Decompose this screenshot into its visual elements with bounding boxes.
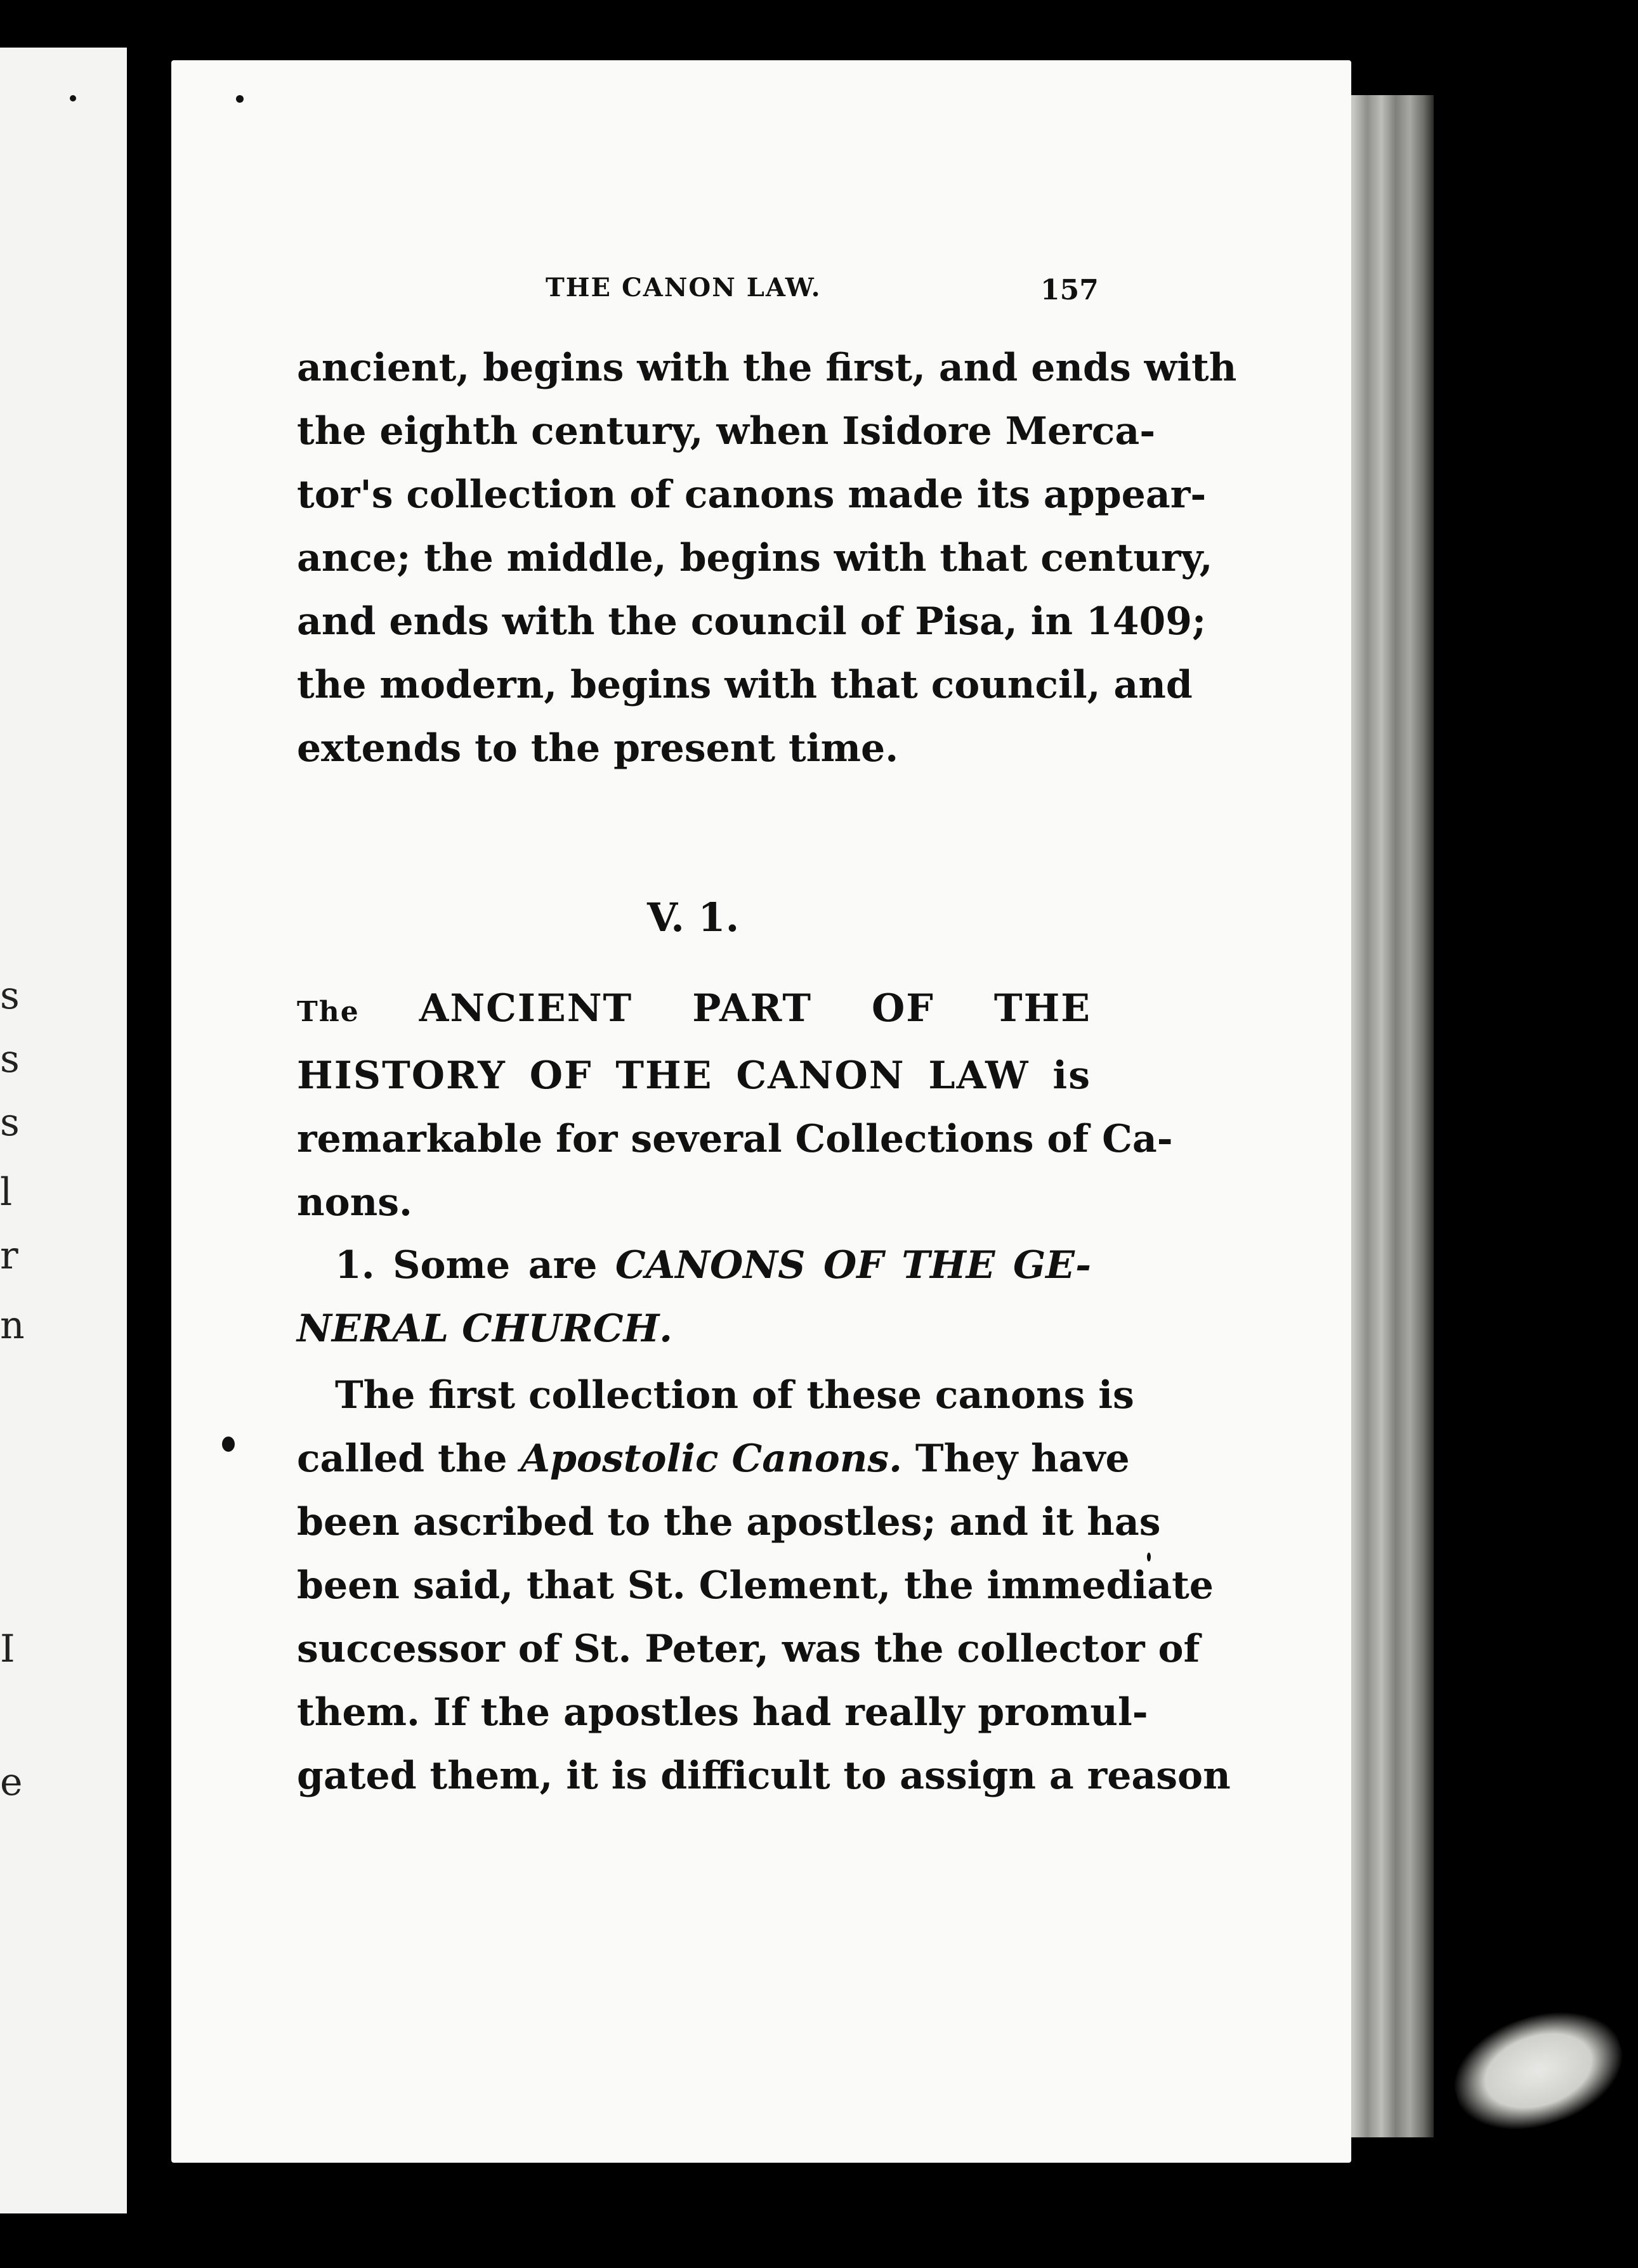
- text-line: NERAL CHURCH.: [297, 1307, 673, 1351]
- text-line: the modern, begins with that council, and: [297, 663, 1193, 707]
- margin-fragment: r: [0, 1234, 18, 1278]
- plain-text: 1. Some are: [335, 1243, 615, 1287]
- text-line: [297, 1044, 1091, 1107]
- running-head: THE CANON LAW.: [546, 273, 822, 303]
- section-intro-paragraph: [297, 977, 1173, 1234]
- text-line: nons.: [297, 1180, 412, 1225]
- text-line: been said, that St. Clement, the immediate: [297, 1563, 1214, 1608]
- plain-text: They have: [902, 1437, 1130, 1481]
- text-line: ance; the middle, begins with that century,: [297, 536, 1213, 580]
- text-line: the eighth century, when Isidore Merca-: [297, 409, 1156, 453]
- italic-text: Apostolic Canons.: [520, 1437, 903, 1481]
- text-line: extends to the present time.: [297, 726, 899, 771]
- page-edges: [1339, 95, 1434, 2137]
- caps-text: HISTORY OF THE CANON LAW: [297, 1053, 1030, 1098]
- small-caps-word: The: [297, 996, 360, 1028]
- margin-fragment: e: [0, 1760, 23, 1804]
- text-line: gated them, it is difficult to assign a reason: [297, 1754, 1231, 1798]
- page-stain: [1440, 1993, 1636, 2148]
- text-line: been ascribed to the apostles; and it has: [297, 1500, 1161, 1544]
- text-line: The first collection of these canons is: [335, 1373, 1134, 1418]
- plain-text: called the: [297, 1437, 521, 1481]
- plain-text: is: [1029, 1053, 1091, 1098]
- page-number: 157: [1040, 274, 1099, 306]
- margin-fragment: s: [0, 974, 20, 1018]
- italic-text: CANONS OF THE GE-: [615, 1243, 1091, 1287]
- margin-fragment: I: [0, 1627, 15, 1671]
- book-gutter: [127, 0, 171, 2268]
- text-line: [297, 977, 1091, 1044]
- paragraph-apostolic-canons: [297, 1364, 1231, 1808]
- text-line: them. If the apostles had really promul-: [297, 1690, 1148, 1735]
- text-line: [297, 1427, 1130, 1490]
- ink-speck: [1147, 1553, 1151, 1561]
- text-line: remarkable for several Collections of Ca-: [297, 1117, 1173, 1161]
- section-heading: V. 1.: [647, 894, 740, 941]
- margin-fragment: s: [0, 1037, 20, 1081]
- margin-fragment: s: [0, 1100, 20, 1145]
- text-line: tor's collection of canons made its appear-: [297, 472, 1207, 517]
- ink-speck: [70, 95, 76, 101]
- ink-speck: [222, 1437, 235, 1452]
- margin-fragment: n: [0, 1303, 25, 1348]
- margin-fragment: l: [0, 1170, 13, 1215]
- text-line: [297, 1234, 1091, 1297]
- numbered-item: [297, 1234, 1091, 1360]
- text-line: ancient, begins with the first, and ends with: [297, 346, 1237, 390]
- text-line: successor of St. Peter, was the collector of: [297, 1627, 1200, 1671]
- paragraph-continued: [297, 336, 1237, 780]
- text-line: and ends with the council of Pisa, in 1409;: [297, 599, 1207, 644]
- ink-speck: [236, 95, 244, 103]
- caps-text: ANCIENT PART OF THE: [359, 986, 1091, 1031]
